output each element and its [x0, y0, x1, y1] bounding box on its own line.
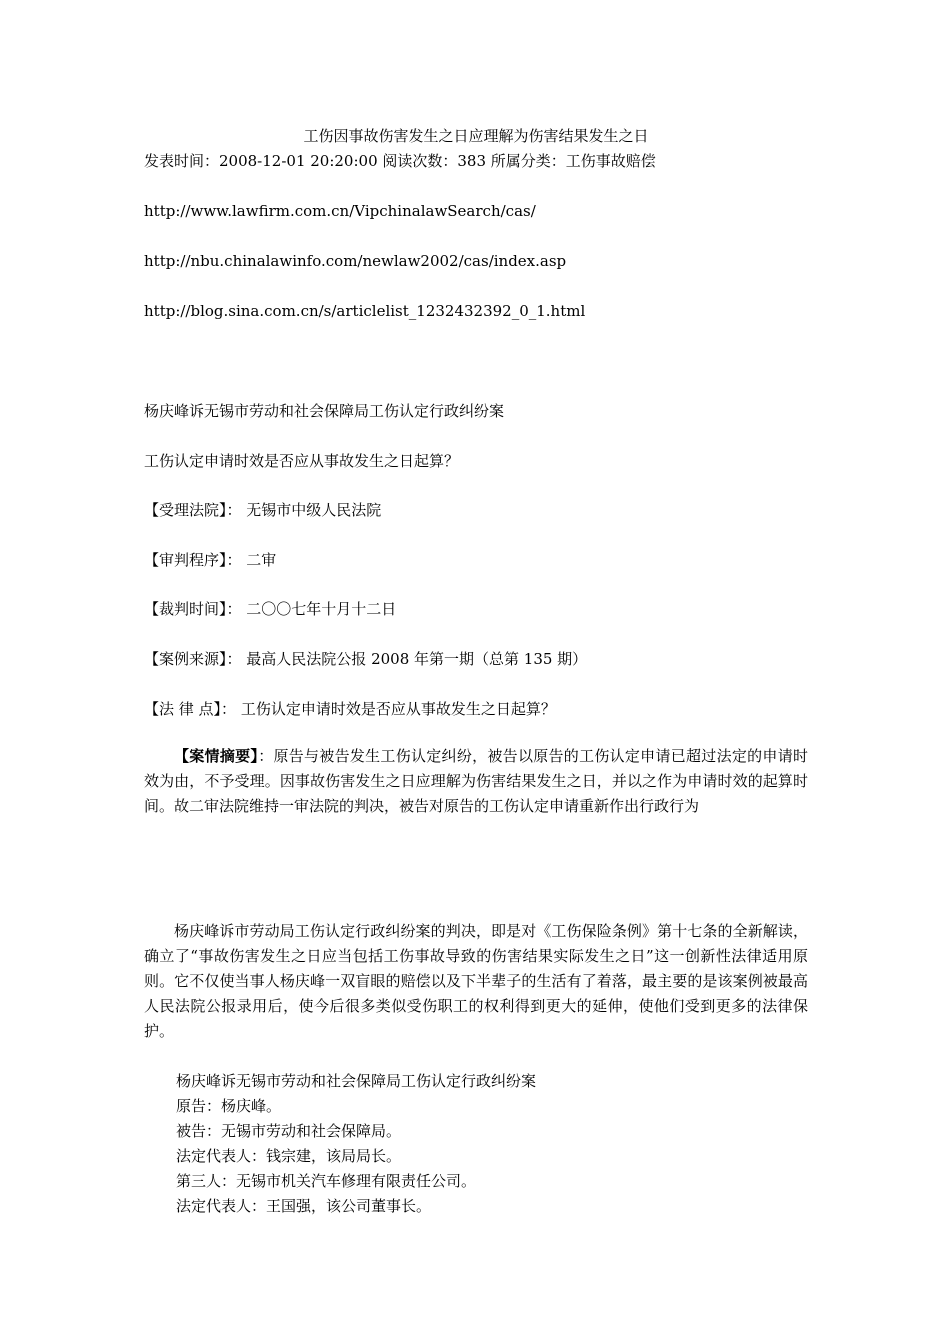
party-third: 第三人：无锡市机关汽车修理有限责任公司。 — [176, 1172, 477, 1190]
field-court — [144, 499, 381, 521]
parties-case-title: 杨庆峰诉无锡市劳动和社会保障局工伤认定行政纠纷案 — [176, 1072, 537, 1090]
field-value: 无锡市中级人民法院 — [246, 501, 382, 519]
field-label: 【受理法院】： — [144, 501, 242, 519]
link-chinalawinfo: http://nbu.chinalawinfo.com/newlaw2002/cas/index.asp — [144, 252, 567, 270]
party-third-representative: 法定代表人：王国强，该公司董事长。 — [176, 1197, 432, 1215]
field-label: 【审判程序】： — [144, 551, 242, 569]
field-value: 最高人民法院公报 2008 年第一期（总第 135 期） — [246, 650, 588, 668]
field-label: 【裁判时间】： — [144, 600, 242, 618]
field-value: 二审 — [246, 551, 277, 569]
case-summary — [144, 744, 808, 819]
field-judgment-date — [144, 598, 396, 620]
field-value: 二〇〇七年十月十二日 — [246, 600, 397, 618]
field-case-source — [144, 648, 587, 670]
party-defendant-representative: 法定代表人：钱宗建，该局局长。 — [176, 1147, 402, 1165]
summary-label: 【案情摘要】 — [174, 747, 259, 765]
field-legal-point — [144, 698, 556, 720]
link-sina-blog: http://blog.sina.com.cn/s/articlelist_1232432392_0_1.html — [144, 302, 586, 320]
case-title: 杨庆峰诉无锡市劳动和社会保障局工伤认定行政纠纷案 — [144, 402, 505, 420]
case-question: 工伤认定申请时效是否应从事故发生之日起算？ — [144, 452, 460, 470]
publish-meta: 发表时间：2008-12-01 20:20:00 阅读次数：383 所属分类：工伤事故赔偿 — [144, 152, 656, 170]
party-defendant: 被告：无锡市劳动和社会保障局。 — [176, 1122, 402, 1140]
party-plaintiff: 原告：杨庆峰。 — [176, 1097, 282, 1115]
field-label: 【法 律 点】： — [144, 700, 237, 718]
link-lawfirm: http://www.lawfirm.com.cn/VipchinalawSearch/cas/ — [144, 202, 536, 220]
field-label: 【案例来源】： — [144, 650, 242, 668]
summary-text: ：原告与被告发生工伤认定纠纷，被告以原告的工伤认定申请已超过法定的申请时效为由，不予受理。因事故伤害发生之日应理解为伤害结果发生之日，并以之作为申请时效的起算时间。故二审法院维持一审法院的判决，被告对原告的工伤认定申请重新作出行政行为 — [144, 747, 808, 815]
case-commentary: 杨庆峰诉市劳动局工伤认定行政纠纷案的判决，即是对《工伤保险条例》第十七条的全新解读，确立了“事故伤害发生之日应当包括工伤事故导致的伤害结果实际发生之日”这一创新性法律适用原则。它不仅使当事人杨庆峰一双盲眼的赔偿以及下半辈子的生活有了着落，最主要的是该案例被最高人民法院公报录用后，使今后很多类似受伤职工的权利得到更大的延伸，使他们受到更多的法律保护。 — [144, 922, 808, 1040]
document-title: 工伤因事故伤害发生之日应理解为伤害结果发生之日 — [303, 127, 649, 145]
field-procedure — [144, 549, 276, 571]
field-value: 工伤认定申请时效是否应从事故发生之日起算？ — [240, 700, 556, 718]
